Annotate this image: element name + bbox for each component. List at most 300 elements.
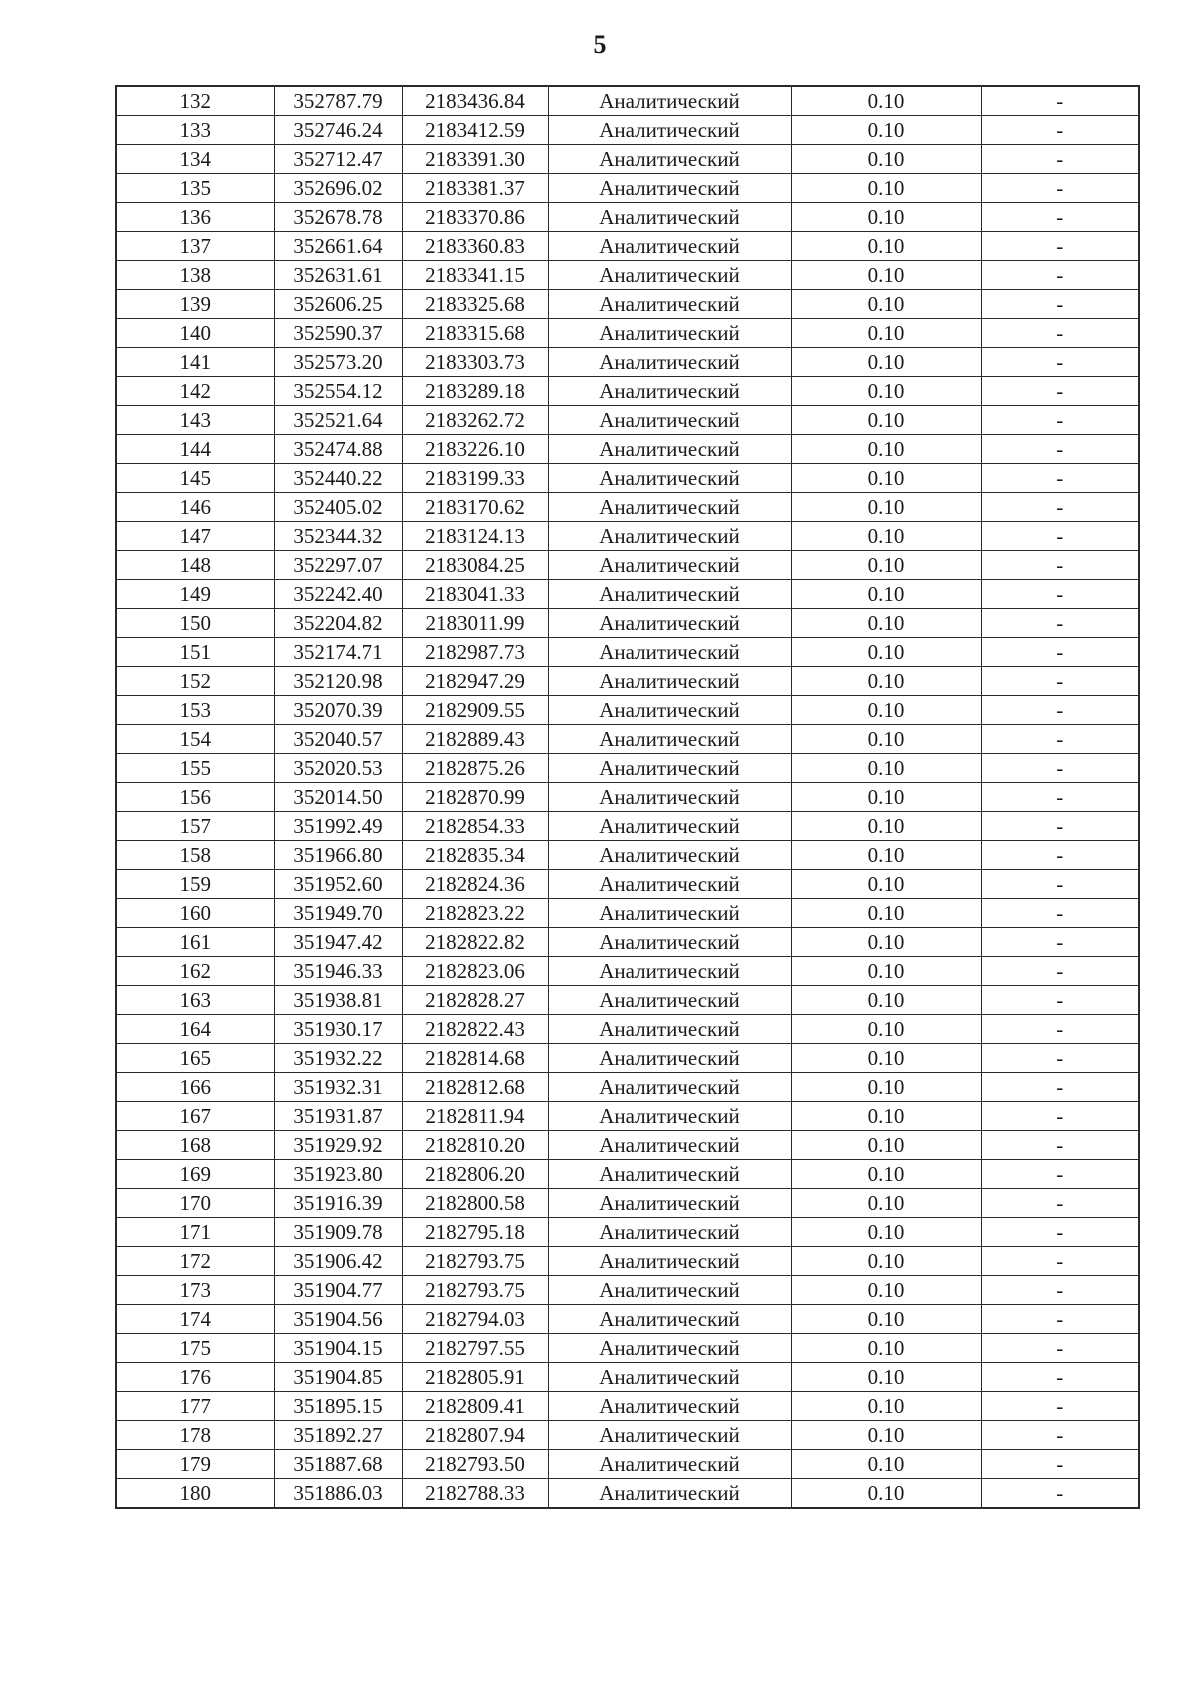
note-cell: - bbox=[981, 638, 1139, 667]
y-coordinate-cell: 2182822.82 bbox=[402, 928, 548, 957]
point-number-cell: 179 bbox=[116, 1450, 274, 1479]
note-cell: - bbox=[981, 1334, 1139, 1363]
method-cell: Аналитический bbox=[548, 841, 791, 870]
note-cell: - bbox=[981, 86, 1139, 116]
x-coordinate-cell: 351930.17 bbox=[274, 1015, 402, 1044]
note-cell: - bbox=[981, 1392, 1139, 1421]
x-coordinate-cell: 351949.70 bbox=[274, 899, 402, 928]
note-cell: - bbox=[981, 1102, 1139, 1131]
table-row bbox=[116, 116, 1139, 145]
coordinates-table-body bbox=[116, 86, 1139, 1508]
accuracy-cell: 0.10 bbox=[791, 1392, 981, 1421]
method-cell: Аналитический bbox=[548, 1334, 791, 1363]
accuracy-cell: 0.10 bbox=[791, 725, 981, 754]
accuracy-cell: 0.10 bbox=[791, 1102, 981, 1131]
method-cell: Аналитический bbox=[548, 1073, 791, 1102]
table-row bbox=[116, 1276, 1139, 1305]
method-cell: Аналитический bbox=[548, 986, 791, 1015]
y-coordinate-cell: 2183381.37 bbox=[402, 174, 548, 203]
note-cell: - bbox=[981, 348, 1139, 377]
y-coordinate-cell: 2182812.68 bbox=[402, 1073, 548, 1102]
accuracy-cell: 0.10 bbox=[791, 493, 981, 522]
point-number-cell: 139 bbox=[116, 290, 274, 319]
accuracy-cell: 0.10 bbox=[791, 116, 981, 145]
method-cell: Аналитический bbox=[548, 638, 791, 667]
x-coordinate-cell: 351931.87 bbox=[274, 1102, 402, 1131]
point-number-cell: 163 bbox=[116, 986, 274, 1015]
point-number-cell: 160 bbox=[116, 899, 274, 928]
method-cell: Аналитический bbox=[548, 493, 791, 522]
y-coordinate-cell: 2182854.33 bbox=[402, 812, 548, 841]
note-cell: - bbox=[981, 1421, 1139, 1450]
x-coordinate-cell: 352120.98 bbox=[274, 667, 402, 696]
y-coordinate-cell: 2182807.94 bbox=[402, 1421, 548, 1450]
method-cell: Аналитический bbox=[548, 870, 791, 899]
x-coordinate-cell: 352174.71 bbox=[274, 638, 402, 667]
method-cell: Аналитический bbox=[548, 609, 791, 638]
point-number-cell: 159 bbox=[116, 870, 274, 899]
x-coordinate-cell: 352204.82 bbox=[274, 609, 402, 638]
method-cell: Аналитический bbox=[548, 377, 791, 406]
method-cell: Аналитический bbox=[548, 1421, 791, 1450]
point-number-cell: 177 bbox=[116, 1392, 274, 1421]
x-coordinate-cell: 352554.12 bbox=[274, 377, 402, 406]
point-number-cell: 143 bbox=[116, 406, 274, 435]
y-coordinate-cell: 2182947.29 bbox=[402, 667, 548, 696]
table-row bbox=[116, 406, 1139, 435]
accuracy-cell: 0.10 bbox=[791, 928, 981, 957]
note-cell: - bbox=[981, 493, 1139, 522]
method-cell: Аналитический bbox=[548, 783, 791, 812]
note-cell: - bbox=[981, 986, 1139, 1015]
method-cell: Аналитический bbox=[548, 899, 791, 928]
note-cell: - bbox=[981, 1305, 1139, 1334]
x-coordinate-cell: 352678.78 bbox=[274, 203, 402, 232]
x-coordinate-cell: 351892.27 bbox=[274, 1421, 402, 1450]
accuracy-cell: 0.10 bbox=[791, 580, 981, 609]
table-row bbox=[116, 1421, 1139, 1450]
x-coordinate-cell: 352696.02 bbox=[274, 174, 402, 203]
table-row bbox=[116, 783, 1139, 812]
point-number-cell: 174 bbox=[116, 1305, 274, 1334]
method-cell: Аналитический bbox=[548, 116, 791, 145]
method-cell: Аналитический bbox=[548, 174, 791, 203]
y-coordinate-cell: 2182805.91 bbox=[402, 1363, 548, 1392]
method-cell: Аналитический bbox=[548, 725, 791, 754]
table-row bbox=[116, 348, 1139, 377]
note-cell: - bbox=[981, 1276, 1139, 1305]
x-coordinate-cell: 352242.40 bbox=[274, 580, 402, 609]
note-cell: - bbox=[981, 812, 1139, 841]
y-coordinate-cell: 2182794.03 bbox=[402, 1305, 548, 1334]
point-number-cell: 140 bbox=[116, 319, 274, 348]
method-cell: Аналитический bbox=[548, 261, 791, 290]
x-coordinate-cell: 352405.02 bbox=[274, 493, 402, 522]
note-cell: - bbox=[981, 377, 1139, 406]
y-coordinate-cell: 2183170.62 bbox=[402, 493, 548, 522]
y-coordinate-cell: 2183011.99 bbox=[402, 609, 548, 638]
table-row bbox=[116, 1305, 1139, 1334]
accuracy-cell: 0.10 bbox=[791, 754, 981, 783]
note-cell: - bbox=[981, 174, 1139, 203]
point-number-cell: 172 bbox=[116, 1247, 274, 1276]
y-coordinate-cell: 2183226.10 bbox=[402, 435, 548, 464]
point-number-cell: 153 bbox=[116, 696, 274, 725]
y-coordinate-cell: 2182788.33 bbox=[402, 1479, 548, 1509]
method-cell: Аналитический bbox=[548, 406, 791, 435]
accuracy-cell: 0.10 bbox=[791, 232, 981, 261]
table-row bbox=[116, 1102, 1139, 1131]
method-cell: Аналитический bbox=[548, 812, 791, 841]
y-coordinate-cell: 2182811.94 bbox=[402, 1102, 548, 1131]
note-cell: - bbox=[981, 1479, 1139, 1509]
method-cell: Аналитический bbox=[548, 1450, 791, 1479]
x-coordinate-cell: 351886.03 bbox=[274, 1479, 402, 1509]
x-coordinate-cell: 352474.88 bbox=[274, 435, 402, 464]
accuracy-cell: 0.10 bbox=[791, 522, 981, 551]
method-cell: Аналитический bbox=[548, 232, 791, 261]
point-number-cell: 136 bbox=[116, 203, 274, 232]
y-coordinate-cell: 2182800.58 bbox=[402, 1189, 548, 1218]
point-number-cell: 175 bbox=[116, 1334, 274, 1363]
accuracy-cell: 0.10 bbox=[791, 377, 981, 406]
table-row bbox=[116, 145, 1139, 174]
point-number-cell: 134 bbox=[116, 145, 274, 174]
method-cell: Аналитический bbox=[548, 928, 791, 957]
accuracy-cell: 0.10 bbox=[791, 957, 981, 986]
y-coordinate-cell: 2183370.86 bbox=[402, 203, 548, 232]
point-number-cell: 155 bbox=[116, 754, 274, 783]
point-number-cell: 132 bbox=[116, 86, 274, 116]
table-row bbox=[116, 841, 1139, 870]
point-number-cell: 180 bbox=[116, 1479, 274, 1509]
point-number-cell: 141 bbox=[116, 348, 274, 377]
point-number-cell: 151 bbox=[116, 638, 274, 667]
note-cell: - bbox=[981, 754, 1139, 783]
point-number-cell: 138 bbox=[116, 261, 274, 290]
table-row bbox=[116, 725, 1139, 754]
note-cell: - bbox=[981, 1073, 1139, 1102]
point-number-cell: 150 bbox=[116, 609, 274, 638]
accuracy-cell: 0.10 bbox=[791, 1073, 981, 1102]
x-coordinate-cell: 351895.15 bbox=[274, 1392, 402, 1421]
y-coordinate-cell: 2183412.59 bbox=[402, 116, 548, 145]
table-row bbox=[116, 203, 1139, 232]
accuracy-cell: 0.10 bbox=[791, 899, 981, 928]
y-coordinate-cell: 2182824.36 bbox=[402, 870, 548, 899]
table-row bbox=[116, 754, 1139, 783]
y-coordinate-cell: 2182823.22 bbox=[402, 899, 548, 928]
accuracy-cell: 0.10 bbox=[791, 1363, 981, 1392]
x-coordinate-cell: 351932.31 bbox=[274, 1073, 402, 1102]
method-cell: Аналитический bbox=[548, 1044, 791, 1073]
y-coordinate-cell: 2183325.68 bbox=[402, 290, 548, 319]
table-row bbox=[116, 1218, 1139, 1247]
y-coordinate-cell: 2183289.18 bbox=[402, 377, 548, 406]
y-coordinate-cell: 2183303.73 bbox=[402, 348, 548, 377]
point-number-cell: 173 bbox=[116, 1276, 274, 1305]
x-coordinate-cell: 351904.85 bbox=[274, 1363, 402, 1392]
method-cell: Аналитический bbox=[548, 203, 791, 232]
method-cell: Аналитический bbox=[548, 667, 791, 696]
table-row bbox=[116, 870, 1139, 899]
table-row bbox=[116, 1479, 1139, 1509]
y-coordinate-cell: 2182822.43 bbox=[402, 1015, 548, 1044]
accuracy-cell: 0.10 bbox=[791, 812, 981, 841]
method-cell: Аналитический bbox=[548, 1218, 791, 1247]
table-row bbox=[116, 986, 1139, 1015]
note-cell: - bbox=[981, 522, 1139, 551]
x-coordinate-cell: 351906.42 bbox=[274, 1247, 402, 1276]
point-number-cell: 176 bbox=[116, 1363, 274, 1392]
method-cell: Аналитический bbox=[548, 754, 791, 783]
y-coordinate-cell: 2182793.50 bbox=[402, 1450, 548, 1479]
y-coordinate-cell: 2182875.26 bbox=[402, 754, 548, 783]
x-coordinate-cell: 351904.56 bbox=[274, 1305, 402, 1334]
method-cell: Аналитический bbox=[548, 696, 791, 725]
y-coordinate-cell: 2182909.55 bbox=[402, 696, 548, 725]
note-cell: - bbox=[981, 928, 1139, 957]
table-row bbox=[116, 957, 1139, 986]
y-coordinate-cell: 2182870.99 bbox=[402, 783, 548, 812]
note-cell: - bbox=[981, 899, 1139, 928]
coordinates-table bbox=[115, 85, 1140, 1509]
note-cell: - bbox=[981, 609, 1139, 638]
y-coordinate-cell: 2182828.27 bbox=[402, 986, 548, 1015]
method-cell: Аналитический bbox=[548, 1015, 791, 1044]
y-coordinate-cell: 2182793.75 bbox=[402, 1276, 548, 1305]
x-coordinate-cell: 351904.15 bbox=[274, 1334, 402, 1363]
x-coordinate-cell: 351932.22 bbox=[274, 1044, 402, 1073]
y-coordinate-cell: 2183391.30 bbox=[402, 145, 548, 174]
point-number-cell: 158 bbox=[116, 841, 274, 870]
point-number-cell: 169 bbox=[116, 1160, 274, 1189]
note-cell: - bbox=[981, 435, 1139, 464]
accuracy-cell: 0.10 bbox=[791, 1131, 981, 1160]
table-row bbox=[116, 493, 1139, 522]
page-number: 5 bbox=[593, 30, 607, 59]
y-coordinate-cell: 2182797.55 bbox=[402, 1334, 548, 1363]
accuracy-cell: 0.10 bbox=[791, 609, 981, 638]
table-row bbox=[116, 464, 1139, 493]
x-coordinate-cell: 352606.25 bbox=[274, 290, 402, 319]
note-cell: - bbox=[981, 116, 1139, 145]
method-cell: Аналитический bbox=[548, 1189, 791, 1218]
point-number-cell: 162 bbox=[116, 957, 274, 986]
method-cell: Аналитический bbox=[548, 86, 791, 116]
note-cell: - bbox=[981, 1450, 1139, 1479]
y-coordinate-cell: 2183341.15 bbox=[402, 261, 548, 290]
table-row bbox=[116, 1189, 1139, 1218]
note-cell: - bbox=[981, 464, 1139, 493]
method-cell: Аналитический bbox=[548, 319, 791, 348]
table-row bbox=[116, 1160, 1139, 1189]
table-row bbox=[116, 928, 1139, 957]
accuracy-cell: 0.10 bbox=[791, 174, 981, 203]
table-row bbox=[116, 319, 1139, 348]
accuracy-cell: 0.10 bbox=[791, 290, 981, 319]
y-coordinate-cell: 2182795.18 bbox=[402, 1218, 548, 1247]
method-cell: Аналитический bbox=[548, 1392, 791, 1421]
accuracy-cell: 0.10 bbox=[791, 435, 981, 464]
y-coordinate-cell: 2182806.20 bbox=[402, 1160, 548, 1189]
method-cell: Аналитический bbox=[548, 957, 791, 986]
y-coordinate-cell: 2182835.34 bbox=[402, 841, 548, 870]
table-row bbox=[116, 377, 1139, 406]
point-number-cell: 148 bbox=[116, 551, 274, 580]
table-row bbox=[116, 1334, 1139, 1363]
table-row bbox=[116, 435, 1139, 464]
method-cell: Аналитический bbox=[548, 522, 791, 551]
y-coordinate-cell: 2182889.43 bbox=[402, 725, 548, 754]
note-cell: - bbox=[981, 1189, 1139, 1218]
note-cell: - bbox=[981, 580, 1139, 609]
note-cell: - bbox=[981, 290, 1139, 319]
x-coordinate-cell: 352297.07 bbox=[274, 551, 402, 580]
method-cell: Аналитический bbox=[548, 1102, 791, 1131]
method-cell: Аналитический bbox=[548, 1131, 791, 1160]
x-coordinate-cell: 352573.20 bbox=[274, 348, 402, 377]
point-number-cell: 166 bbox=[116, 1073, 274, 1102]
accuracy-cell: 0.10 bbox=[791, 638, 981, 667]
accuracy-cell: 0.10 bbox=[791, 1247, 981, 1276]
note-cell: - bbox=[981, 1363, 1139, 1392]
point-number-cell: 157 bbox=[116, 812, 274, 841]
table-row bbox=[116, 1073, 1139, 1102]
y-coordinate-cell: 2182823.06 bbox=[402, 957, 548, 986]
x-coordinate-cell: 351904.77 bbox=[274, 1276, 402, 1305]
accuracy-cell: 0.10 bbox=[791, 1276, 981, 1305]
x-coordinate-cell: 351946.33 bbox=[274, 957, 402, 986]
note-cell: - bbox=[981, 841, 1139, 870]
note-cell: - bbox=[981, 667, 1139, 696]
point-number-cell: 168 bbox=[116, 1131, 274, 1160]
method-cell: Аналитический bbox=[548, 145, 791, 174]
table-row bbox=[116, 580, 1139, 609]
table-row bbox=[116, 290, 1139, 319]
x-coordinate-cell: 351923.80 bbox=[274, 1160, 402, 1189]
note-cell: - bbox=[981, 1131, 1139, 1160]
table-row bbox=[116, 261, 1139, 290]
table-row bbox=[116, 232, 1139, 261]
x-coordinate-cell: 351952.60 bbox=[274, 870, 402, 899]
point-number-cell: 156 bbox=[116, 783, 274, 812]
accuracy-cell: 0.10 bbox=[791, 1044, 981, 1073]
accuracy-cell: 0.10 bbox=[791, 145, 981, 174]
point-number-cell: 152 bbox=[116, 667, 274, 696]
point-number-cell: 154 bbox=[116, 725, 274, 754]
point-number-cell: 145 bbox=[116, 464, 274, 493]
table-row bbox=[116, 638, 1139, 667]
accuracy-cell: 0.10 bbox=[791, 986, 981, 1015]
y-coordinate-cell: 2182810.20 bbox=[402, 1131, 548, 1160]
accuracy-cell: 0.10 bbox=[791, 203, 981, 232]
y-coordinate-cell: 2183084.25 bbox=[402, 551, 548, 580]
note-cell: - bbox=[981, 1015, 1139, 1044]
x-coordinate-cell: 352590.37 bbox=[274, 319, 402, 348]
method-cell: Аналитический bbox=[548, 435, 791, 464]
y-coordinate-cell: 2182809.41 bbox=[402, 1392, 548, 1421]
point-number-cell: 171 bbox=[116, 1218, 274, 1247]
x-coordinate-cell: 351887.68 bbox=[274, 1450, 402, 1479]
table-row bbox=[116, 1363, 1139, 1392]
point-number-cell: 149 bbox=[116, 580, 274, 609]
y-coordinate-cell: 2183262.72 bbox=[402, 406, 548, 435]
x-coordinate-cell: 352661.64 bbox=[274, 232, 402, 261]
y-coordinate-cell: 2183315.68 bbox=[402, 319, 548, 348]
table-row bbox=[116, 522, 1139, 551]
point-number-cell: 147 bbox=[116, 522, 274, 551]
method-cell: Аналитический bbox=[548, 1305, 791, 1334]
accuracy-cell: 0.10 bbox=[791, 464, 981, 493]
method-cell: Аналитический bbox=[548, 1247, 791, 1276]
method-cell: Аналитический bbox=[548, 348, 791, 377]
point-number-cell: 178 bbox=[116, 1421, 274, 1450]
table-row bbox=[116, 86, 1139, 116]
table-row bbox=[116, 174, 1139, 203]
method-cell: Аналитический bbox=[548, 1160, 791, 1189]
note-cell: - bbox=[981, 783, 1139, 812]
point-number-cell: 165 bbox=[116, 1044, 274, 1073]
x-coordinate-cell: 352020.53 bbox=[274, 754, 402, 783]
accuracy-cell: 0.10 bbox=[791, 406, 981, 435]
table-row bbox=[116, 551, 1139, 580]
point-number-cell: 142 bbox=[116, 377, 274, 406]
accuracy-cell: 0.10 bbox=[791, 319, 981, 348]
accuracy-cell: 0.10 bbox=[791, 86, 981, 116]
x-coordinate-cell: 351929.92 bbox=[274, 1131, 402, 1160]
x-coordinate-cell: 351909.78 bbox=[274, 1218, 402, 1247]
note-cell: - bbox=[981, 870, 1139, 899]
table-row bbox=[116, 1392, 1139, 1421]
x-coordinate-cell: 352440.22 bbox=[274, 464, 402, 493]
accuracy-cell: 0.10 bbox=[791, 1218, 981, 1247]
method-cell: Аналитический bbox=[548, 1276, 791, 1305]
accuracy-cell: 0.10 bbox=[791, 783, 981, 812]
note-cell: - bbox=[981, 145, 1139, 174]
point-number-cell: 146 bbox=[116, 493, 274, 522]
point-number-cell: 137 bbox=[116, 232, 274, 261]
note-cell: - bbox=[981, 696, 1139, 725]
accuracy-cell: 0.10 bbox=[791, 348, 981, 377]
y-coordinate-cell: 2182987.73 bbox=[402, 638, 548, 667]
x-coordinate-cell: 351947.42 bbox=[274, 928, 402, 957]
x-coordinate-cell: 351938.81 bbox=[274, 986, 402, 1015]
note-cell: - bbox=[981, 232, 1139, 261]
table-row bbox=[116, 1044, 1139, 1073]
accuracy-cell: 0.10 bbox=[791, 696, 981, 725]
y-coordinate-cell: 2182793.75 bbox=[402, 1247, 548, 1276]
note-cell: - bbox=[981, 1160, 1139, 1189]
method-cell: Аналитический bbox=[548, 580, 791, 609]
point-number-cell: 133 bbox=[116, 116, 274, 145]
table-row bbox=[116, 696, 1139, 725]
accuracy-cell: 0.10 bbox=[791, 1421, 981, 1450]
point-number-cell: 144 bbox=[116, 435, 274, 464]
accuracy-cell: 0.10 bbox=[791, 1450, 981, 1479]
y-coordinate-cell: 2183199.33 bbox=[402, 464, 548, 493]
accuracy-cell: 0.10 bbox=[791, 1189, 981, 1218]
y-coordinate-cell: 2183041.33 bbox=[402, 580, 548, 609]
table-row bbox=[116, 667, 1139, 696]
note-cell: - bbox=[981, 551, 1139, 580]
method-cell: Аналитический bbox=[548, 290, 791, 319]
x-coordinate-cell: 351916.39 bbox=[274, 1189, 402, 1218]
y-coordinate-cell: 2182814.68 bbox=[402, 1044, 548, 1073]
x-coordinate-cell: 352746.24 bbox=[274, 116, 402, 145]
table-row bbox=[116, 812, 1139, 841]
table-row bbox=[116, 1247, 1139, 1276]
